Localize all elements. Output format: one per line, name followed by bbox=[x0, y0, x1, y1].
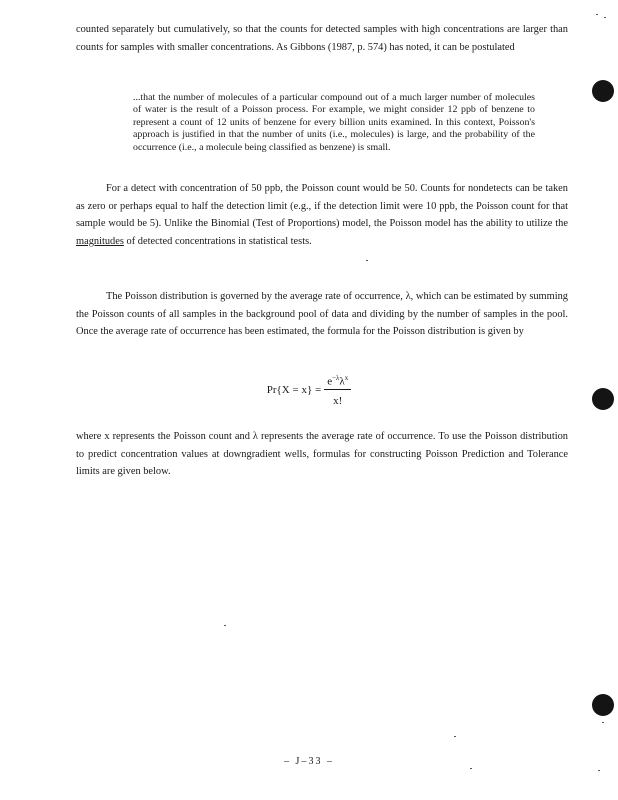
scan-speck bbox=[598, 770, 600, 771]
formula-num-mid: λ bbox=[339, 375, 345, 388]
formula-num-base: e bbox=[327, 375, 333, 388]
paragraph-poisson-distribution: The Poisson distribution is governed by the average rate of occurrence, λ, which can be estimated by summing the Poisson counts of all samples in the background pool of data and dividing by the number of samples in the pool. Once the average rate of occurrence has been estimated, the formula for the Poisson distribution is given by bbox=[76, 291, 568, 338]
paragraph-detect-counts-end: of detected concentrations in statistical tests. bbox=[123, 235, 312, 247]
scan-speck bbox=[596, 14, 598, 15]
underlined-magnitudes: magnitudes bbox=[76, 235, 124, 247]
formula-lhs: Pr{X = x} = bbox=[266, 384, 322, 397]
formula-fraction bbox=[324, 374, 351, 407]
scan-speck bbox=[604, 17, 606, 18]
formula-num-exp: −λ bbox=[332, 374, 340, 382]
scan-speck bbox=[470, 768, 472, 769]
scan-speck bbox=[366, 260, 368, 261]
paragraph-prediction-limits: where x represents the Poisson count and λ represents the average rate of occurrence. To use the Poisson distribution to predict concentration values at downgradient wells, formulas for constructing Poisson Prediction and Tolerance limits are given below. bbox=[76, 431, 568, 478]
scan-speck bbox=[454, 736, 456, 737]
formula-numerator bbox=[324, 374, 351, 390]
block-quote: ...that the number of molecules of a particular compound out of a much larger number of molecules of water is the result of a Poisson process. For example, we might consider 12 ppb of benzene to represent a count of 12 units of benzene for every billion units examined. In this context, Poisson's approach is justified in that the number of units (i.e., molecules) is large, and the probability of the occurrence (i.e., a molecule being classified as benzene) is small. bbox=[133, 92, 535, 153]
binder-hole-icon bbox=[592, 694, 614, 716]
formula-denominator: x! bbox=[333, 394, 343, 407]
scan-speck bbox=[224, 625, 226, 626]
poisson-formula bbox=[0, 374, 618, 407]
scan-speck bbox=[602, 722, 604, 723]
paragraph-detect-counts-text: For a detect with concentration of 50 ppb, the Poisson count would be 50. Counts for nondetects can be taken as zero or perhaps equal to half the detection limit (e.g., if the detection limit were 10 ppb, the Poisson count for that sample would be 5). Unlike the Binomial (Test of Proportions) model, the Poisson model has the ability to utilize the bbox=[76, 183, 568, 230]
formula-num-exp2: x bbox=[344, 374, 349, 382]
paragraph-intro: counted separately but cumulatively, so that the counts for detected samples with high concentrations are larger than counts for samples with smaller concentrations. As Gibbons (1987, p. 574) has noted, it can be postulated bbox=[76, 24, 568, 53]
binder-hole-icon bbox=[592, 388, 614, 410]
binder-hole-icon bbox=[592, 80, 614, 102]
paragraph-detect-counts bbox=[76, 180, 568, 250]
page-number: – J–33 – bbox=[284, 756, 334, 767]
